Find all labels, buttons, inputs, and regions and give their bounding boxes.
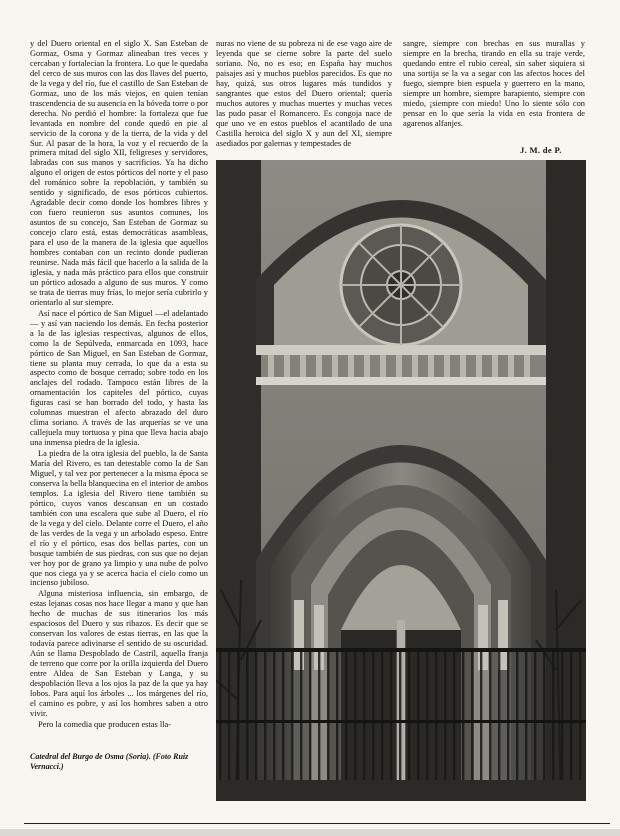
- paragraph: Alguna misteriosa influencia, sin embargo, de estas lejanas cosas nos hace llegar a mano y que han hecho de muchas de sus itinerarios los más espaciosos del Duero y sus ribazos. Es decir que se conservan los valores de estas tierras, en las que la todavía parece adivinarse el sentido de su oscuridad. Aún se llama Despoblado de Castril, aquella franja de terreno que corre por la orilla izquierda del Duero entre Aldea de San Esteban y Langa, y su despoblación lleva a los ojos la paz de la que ya hay lobos. Para aquí los árboles ... los márgenes del río, el camino es pobre, y así los hombres saben a otro vivir.: [30, 589, 208, 718]
- cathedral-portal-photo: [216, 160, 586, 801]
- article-column-3: [403, 39, 585, 129]
- article-column-2: [216, 39, 392, 148]
- article-column-1: [30, 39, 208, 730]
- scan-edge: [0, 829, 620, 836]
- paragraph: Así nace el pórtico de San Miguel —el adelantado— y así van naciendo los demás. En fecha posterior a la de las iglesias respectivas, algunos de ellos, como la de Sepúlveda, enmarcada en 1093, hace pórtico de San Miguel, en San Esteban de Gormaz, tiene su planta muy cerrada, lo que da a esta su aspecto como de bosque cerrado; sobre todo en los anclajes del rodado. Tampoco están libres de la ornamentación los capiteles del pórtico, cuyas figuras casi se han borrado del todo, y hasta las columnas muestran el afecto abrazado del duro clima soriano. A través de las arquerías se ve una callejuela muy tortuosa y pina que lleva hacia abajo una inmensa piedra de la iglesia.: [30, 308, 208, 448]
- paragraph: y del Duero oriental en el siglo X. San Esteban de Gormaz, Osma y Gormaz alineaban tres veces y cercaban y fortalecian la frontera. Lo que le quedaba del cerco de sus muros con las dos llaves del puerto, de la vega y del río, fue el castillo de San Esteban de Gormaz, uno de los más viejos, en quien tenían trascendencia de su ausencia en la bóveda torre o por derecha. No perdió el hombre: la fortaleza que fue levantada en nombre del conde quedó en pie al servicio de la corona y de la tierra, de la vida y del Sur. Al pasar de la hora, la voz y el recuerdo de la primera mitad del siglo XII, feligreses y servidores, labradas con sus manos y sacrificios. Ya ha dicho alguno el origen de estos pórticos del norte y el paso del románico sobre la repoblación, y también su sentido y significado, de esos pórticos cubiertos. Agradable decir como donde los hombres libres y con fuero reunieron sus asuntos comunes, los asuntos de su concejo, San Esteban de Gormaz su concejo claro está, estas democráticas asambleas, para el uso de la manera de la iglesia que aquellos hombres contaban con un recinto donde pudieran reunirse. Nada más fácil que hacerlo a la salida de la iglesia, y nada más práctico para ellos que construir un pórtico adosado a alguno de sus muros. Y como se trata de tierras muy frías, lo mejor sería cubrirlo y orientarlo al sur siempre.: [30, 39, 208, 307]
- photo-caption: Catedral del Burgo de Osma (Soria). (Foto Ruiz Vernacci.): [30, 752, 189, 771]
- paragraph: La piedra de la otra iglesia del pueblo, la de Santa María del Rivero, es tan detestable como la de San Miguel, y tal vez por pertenecer a la misma época se conserva la bella blanquecina en el interior de ambos templos. La iglesia del Rivero tiene también su pórtico, cuyos vanos descansan en un costado también con una escalera que sube al Duero, el río de la vega y del cielo. Delante corre el Duero, el año de las verdes de la vega y un arbolado espeso. Entre el río y el pórtico, esas dos bellas partes, con un bosque también de sus piedras, con sus que no dejan ver hoy por de grano ya limpio y una nube de polvo que nos ciega ya y se acerca hacia el cielo como un incienso jubiloso.: [30, 449, 208, 588]
- paragraph: nuras no viene de su pobreza ni de ese vago aire de leyenda que se cierne sobre la parte del suelo soriano. No, no es eso; en España hay muchos paisajes así y muchos pueblos parecidos. Es que no hay, quizá, sus otros lugares más tundidos y sangrantes que estos del Duero oriental; quería muchos autores y muchas muertes y muchas veces las pudo pasar el Romancero. Es congoja nace de que uno ve en estos pueblos el acantilado de una Castilla heroica del siglo X y aun del XI, siempre asediados por galernas y tempestades de: [216, 39, 392, 148]
- paragraph: Pero la comedia que producen estas lla-: [38, 719, 172, 729]
- bottom-rule: [24, 823, 610, 824]
- paragraph: sangre, siempre con brechas en sus murallas y siempre en la brecha, tirando en ella su traje verde, quedando entre el rubio cereal, sin saber siquiera si una sortija se la va a segar con las afectos hoces del fuego, siempre bien espuela y guerrero en la mano, siempre un hombre, siempre harapiento, siempre con miedo, ¡siempre con miedo! Uno lo siente sólo con pensar en lo que sería la vida en esta frontera de agarenos alfanjes.: [403, 39, 585, 128]
- photo-illustration: [216, 160, 586, 801]
- author-signature: J. M. de P.: [520, 145, 562, 155]
